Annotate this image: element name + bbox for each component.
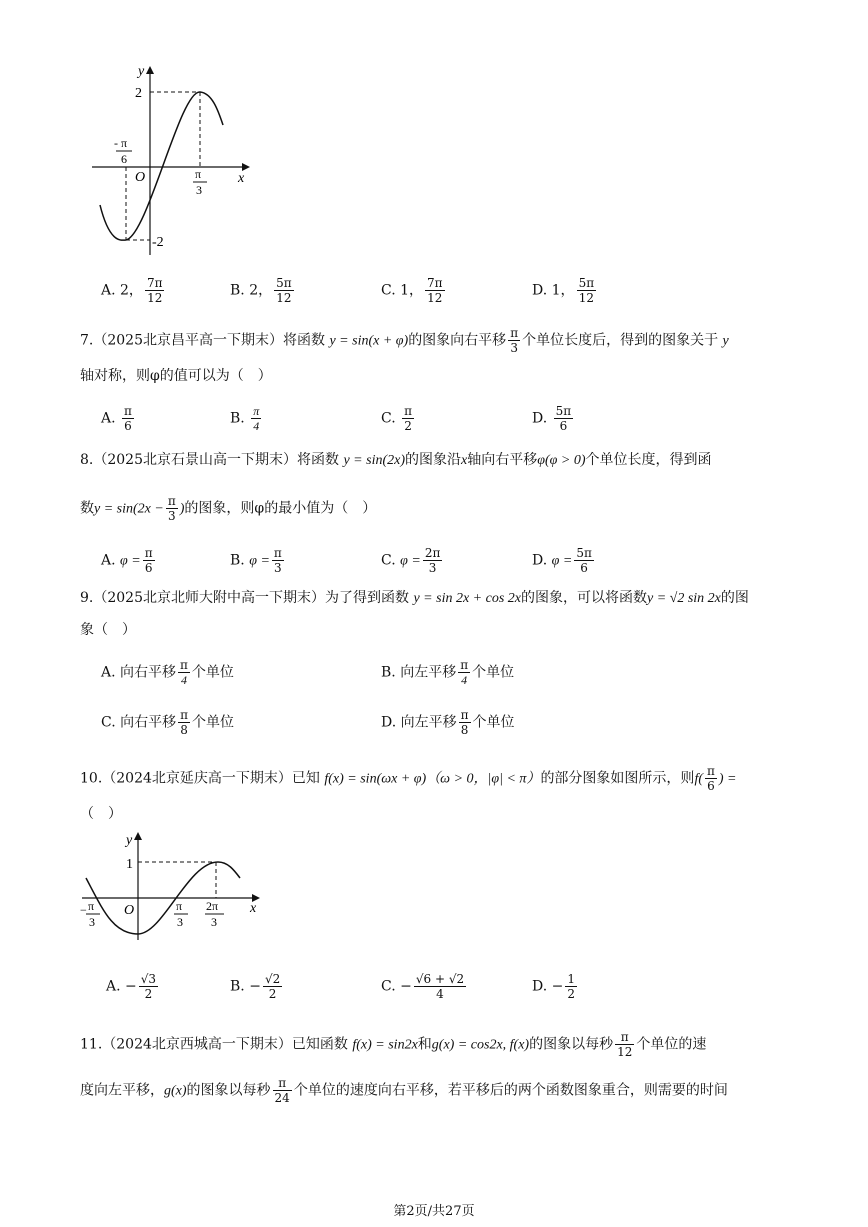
x-pos-den: 3 — [196, 183, 202, 197]
q6-option-b[interactable]: B. 2， $\frac{5\pi}{12}$ — [230, 276, 292, 305]
q7-stem-line2: 轴对称，则φ的值可以为（ ） — [80, 368, 272, 384]
q10-option-d[interactable]: D. − $\frac{1}{2}$ — [532, 972, 576, 1001]
q10-option-a[interactable]: A. − $\frac{√3}{2}$ — [106, 972, 157, 1001]
x-neg-num-2: π — [88, 899, 95, 913]
q8-option-a[interactable]: A. φ = $\frac{\pi}{6}$ — [101, 546, 153, 575]
q9-option-a[interactable]: A. 向右平移 $\frac{\pi}{4}$ 个单位 — [101, 658, 234, 687]
q7-stem-line1: 7.（2025北京昌平高一下期末）将函数 y = sin(x + φ)的图象向右平移 $\frac{\pi}{3}$ 个单位长度后，得到的图象关于 y — [80, 326, 729, 355]
q8-option-b[interactable]: B. φ = $\frac{\pi}{3}$ — [230, 546, 282, 575]
q8-option-d[interactable]: D. φ = $\frac{5\pi}{6}$ — [532, 546, 592, 575]
x-axis-label-2: x — [250, 901, 257, 916]
graph-q6 — [88, 60, 258, 260]
x-neg-sign: - — [114, 136, 118, 150]
q8-option-c[interactable]: C. φ = $\frac{2\pi}{3}$ — [381, 546, 441, 575]
q6-option-a[interactable]: A. 2， $\frac{7\pi}{12}$ — [101, 276, 163, 305]
x-neg-den-2: 3 — [89, 915, 95, 929]
q7-option-a[interactable]: A. $\frac{\pi}{6}$ — [101, 404, 132, 433]
x-mid-num-2: π — [176, 899, 183, 913]
x-axis-label: x — [238, 171, 245, 186]
q11-stem-line2: 度向左平移，g(x)的图象以每秒 $\frac{\pi}{24}$ 个单位的速度向右平移，若平移后的两个函数图象重合，则需要的时间 — [80, 1076, 728, 1105]
q8-stem-line2: 数y = sin(2x − $\frac{\pi}{3}$ )的图象，则φ的最小值为（ ） — [80, 494, 377, 523]
q7-option-c[interactable]: C. $\frac{\pi}{2}$ — [381, 404, 413, 433]
x-neg-sign-2: − — [80, 903, 87, 917]
sine-curve — [100, 92, 223, 240]
q10-option-b[interactable]: B. − $\frac{√2}{2}$ — [230, 972, 281, 1001]
x-pos-num-2: 2π — [206, 899, 219, 913]
q7-option-b[interactable]: B. $\frac{\pi}{4}$ — [230, 404, 260, 433]
q9-option-b[interactable]: B. 向左平移 $\frac{\pi}{4}$ 个单位 — [381, 658, 515, 687]
origin-label-2: O — [124, 903, 135, 918]
q9-option-d[interactable]: D. 向左平移 $\frac{\pi}{8}$ 个单位 — [381, 708, 515, 737]
q6-option-d[interactable]: D. 1， $\frac{5\pi}{12}$ — [532, 276, 595, 305]
q6-option-c[interactable]: C. 1， $\frac{7\pi}{12}$ — [381, 276, 443, 305]
y-axis-label: y — [138, 64, 145, 79]
x-pos-den-2: 3 — [211, 915, 217, 929]
origin-label: O — [135, 170, 146, 185]
x-neg-den: 6 — [121, 152, 127, 166]
q8-stem-line1: 8.（2025北京石景山高一下期末）将函数 y = sin(2x)的图象沿x轴向右平移φ(φ > 0)个单位长度，得到函 — [80, 452, 712, 468]
q10-stem-line1: 10.（2024北京延庆高一下期末）已知 f(x) = sin(ωx + φ)（ω > 0，|φ| < π）的部分图象如图所示，则f( $\frac{\pi}{6}$ ) = — [80, 764, 737, 793]
q7-option-d[interactable]: D. $\frac{5\pi}{6}$ — [532, 404, 572, 433]
page-footer: 第2页/共27页 — [393, 1204, 475, 1219]
q10-option-c[interactable]: C. − $\frac{√6 + √2}{4}$ — [381, 972, 465, 1001]
x-mid-den-2: 3 — [177, 915, 183, 929]
y-axis-label-2: y — [126, 833, 133, 848]
y-min-label: -2 — [152, 235, 164, 250]
x-neg-num: π — [121, 136, 128, 150]
y-max-label: 2 — [135, 86, 142, 101]
q9-option-c[interactable]: C. 向右平移 $\frac{\pi}{8}$ 个单位 — [101, 708, 235, 737]
q11-stem-line1: 11.（2024北京西城高一下期末）已知函数 f(x) = sin2x和g(x) = cos2x, f(x)的图象以每秒 $\frac{\pi}{12}$ 个单位的速 — [80, 1030, 707, 1059]
graph-q10 — [78, 830, 268, 942]
x-pos-num: π — [195, 167, 202, 181]
q10-stem-line2: （ ） — [80, 806, 122, 822]
q9-stem-line1: 9.（2025北京北师大附中高一下期末）为了得到函数 y = sin 2x + cos 2x的图象，可以将函数y = √2 sin 2x的图 — [80, 590, 749, 606]
q9-stem-line2: 象（ ） — [80, 622, 136, 638]
y-max-label-2: 1 — [126, 857, 133, 872]
